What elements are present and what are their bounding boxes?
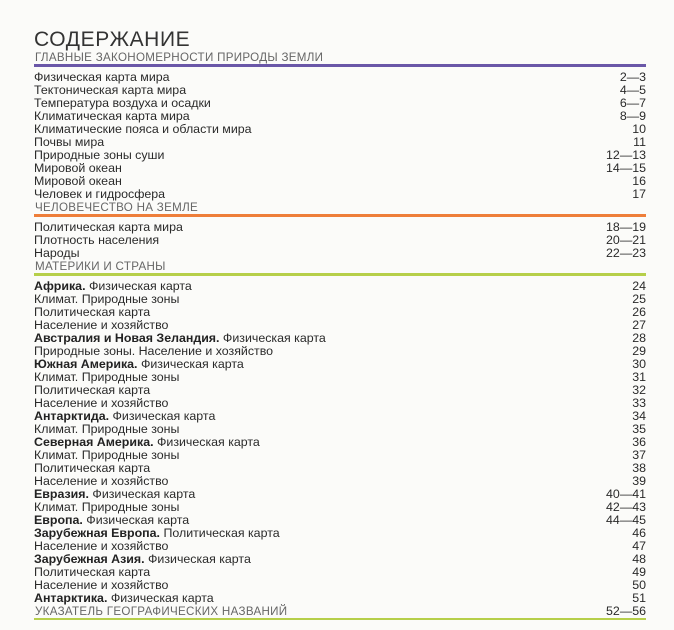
toc-entry[interactable] [34,592,646,605]
toc-entry-page: 28 [632,331,646,345]
toc-entry-text: Климатическая карта мира [34,109,190,123]
section-rule [34,214,646,217]
toc-entry-page: 33 [632,396,646,410]
toc-entry-page: 6—7 [619,96,646,110]
toc-entry-title [34,247,80,260]
toc-entry-text: Мировой океан [34,174,122,188]
toc-entry-text: Политическая карта [160,526,280,540]
toc-entry-region: Южная Америка. [34,357,138,371]
toc-entry-page: 32 [632,383,646,397]
toc-entry-page: 37 [632,448,646,462]
toc-entry-region: Африка. [34,279,86,293]
toc-entry-page: 12—13 [606,148,646,162]
toc-entry-page: 30 [632,357,646,371]
toc-entry[interactable] [34,234,646,247]
toc-entry-text: Физическая карта [88,487,196,501]
toc-entry-region: Северная Америка. [34,435,154,449]
toc-entry-text: Население и хозяйство [34,318,169,332]
toc-entry-text: Человек и гидросфера [34,187,166,201]
section-heading: ЧЕЛОВЕЧЕСТВО НА ЗЕМЛЕ [35,201,199,214]
toc-entry-page: 29 [632,344,646,358]
toc-entry-page: 39 [632,474,646,488]
section-rule [34,64,646,67]
contents-page [34,30,646,620]
section-rule [34,273,646,276]
toc-entry-page: 11 [633,135,646,149]
index-entry-page: 52—56 [606,604,646,618]
toc-entry-region: Антарктика. [34,591,108,605]
toc-entry-page: 46 [632,526,646,540]
toc-entry[interactable] [34,188,646,201]
toc-entry-page: 26 [632,305,646,319]
toc-entry-text: Физическая карта [109,409,216,423]
toc-entry-page: 10 [632,122,646,136]
toc-entry-text: Климат. Природные зоны [34,292,180,306]
page-title: СОДЕРЖАНИЕ [34,28,191,51]
toc-entry-page: 27 [632,318,646,332]
toc-entry-page: 36 [632,435,646,449]
index-entry[interactable] [34,605,646,618]
toc-entry-page: 22—23 [606,246,646,260]
toc-entry-page: 8—9 [619,109,646,123]
index-rule [34,618,646,620]
toc-entry-page: 40—41 [606,487,646,501]
toc-entry-page: 48 [632,552,646,566]
toc-entry-page: 35 [632,422,646,436]
section-heading: ГЛАВНЫЕ ЗАКОНОМЕРНОСТИ ПРИРОДЫ ЗЕМЛИ [35,51,324,64]
toc-entry-page: 25 [632,292,646,306]
toc-entry-page: 17 [632,187,646,201]
toc-entry-page: 44—45 [606,513,646,527]
toc-entry-text: Почвы мира [34,135,105,149]
toc-entry-page: 31 [632,370,646,384]
toc-entry-text: Физическая карта [219,331,326,345]
toc-entry-text: Население и хозяйство [34,539,169,553]
toc-entry-text: Плотность населения [34,233,160,247]
toc-entry-region: Зарубежная Европа. [34,526,160,540]
toc-entry-page: 34 [632,409,646,423]
toc-entry-text: Физическая карта [137,357,244,371]
toc-entry-text: Природные зоны суши [34,148,165,162]
toc-entry-text: Климат. Природные зоны [34,500,180,514]
toc-entry-text: Физическая карта [85,279,192,293]
toc-entry-page: 50 [632,578,646,592]
toc-entry-text: Население и хозяйство [34,578,169,592]
toc-entry-region: Евразия. [34,487,89,501]
toc-entry-text: Физическая карта [144,552,251,566]
toc-entry-title [34,188,165,201]
index-entry-label: УКАЗАТЕЛЬ ГЕОГРАФИЧЕСКИХ НАЗВАНИЙ [35,605,288,618]
toc-entry-page: 49 [632,565,646,579]
toc-entry-text: Политическая карта мира [34,220,183,234]
toc-entry-page: 20—21 [606,233,646,247]
toc-entry-page: 16 [632,174,646,188]
toc-entry-page: 18—19 [606,220,646,234]
toc-entry-text: Климатические пояса и области мира [34,122,252,136]
toc-entry-text: Политическая карта [34,305,151,319]
toc-entry-page: 38 [632,461,646,475]
toc-entry[interactable] [34,149,646,162]
toc-entry[interactable] [34,162,646,175]
table-of-contents [34,51,646,605]
toc-entry-text: Политическая карта [34,565,151,579]
toc-entry-page: 51 [632,591,646,605]
toc-entry[interactable] [34,247,646,260]
toc-entry-region: Австралия и Новая Зеландия. [34,331,220,345]
toc-entry-text: Физическая карта [107,591,214,605]
toc-entry-page: 47 [632,539,646,553]
toc-entry-page: 2—3 [619,70,646,84]
toc-entry-text: Природные зоны. Население и хозяйство [34,344,274,358]
toc-entry-page: 24 [632,279,646,293]
toc-entry-text: Политическая карта [34,461,151,475]
toc-entry-text: Климат. Природные зоны [34,370,180,384]
toc-entry-region: Зарубежная Азия. [34,552,145,566]
toc-entry-page: 4—5 [619,83,646,97]
toc-entry-text: Климат. Природные зоны [34,422,180,436]
toc-entry-title [34,592,214,605]
toc-entry-text: Народы [34,246,80,260]
toc-entry-text: Мировой океан [34,161,122,175]
toc-entry-text: Климат. Природные зоны [34,448,180,462]
toc-entry-text: Физическая карта [82,513,190,527]
toc-entry-text: Физическая карта мира [34,70,170,84]
toc-entry-text: Температура воздуха и осадки [34,96,211,110]
toc-entry-text: Население и хозяйство [34,396,169,410]
toc-entry-text: Физическая карта [153,435,260,449]
toc-entry-region: Европа. [34,513,83,527]
toc-entry-text: Тектоническая карта мира [34,83,187,97]
toc-entry-page: 42—43 [606,500,646,514]
section-heading: МАТЕРИКИ И СТРАНЫ [35,260,166,273]
toc-entry-text: Политическая карта [34,383,151,397]
toc-entry-page: 14—15 [606,161,646,175]
toc-entry[interactable] [34,123,646,136]
toc-entry-text: Население и хозяйство [34,474,169,488]
toc-entry-region: Антарктида. [34,409,110,423]
